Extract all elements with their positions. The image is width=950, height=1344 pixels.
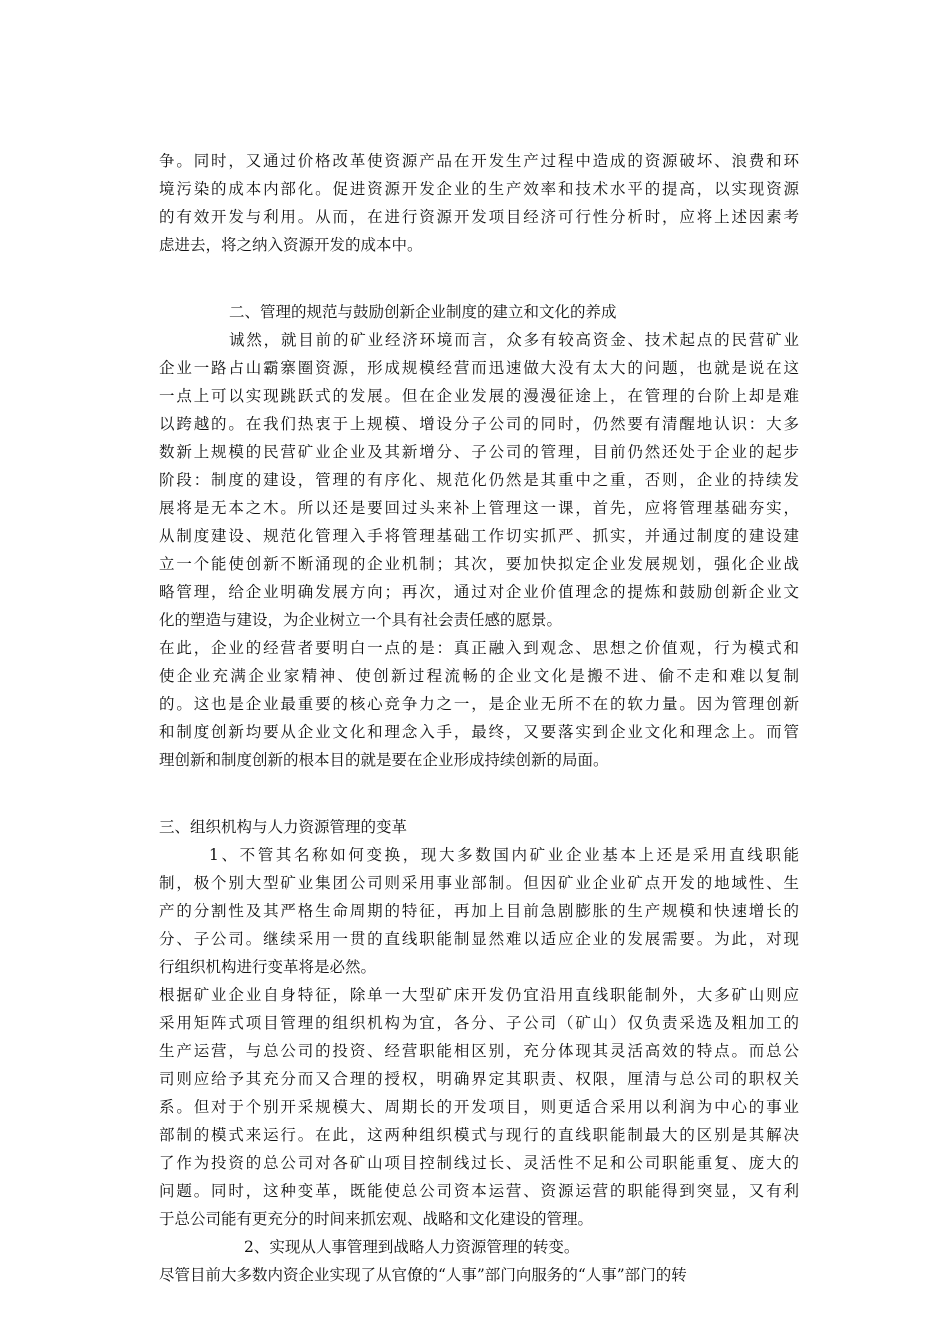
paragraph-line: 略管理，给企业明确发展方向；再次，通过对企业价值理念的提炼和鼓励创新企业文: [159, 583, 799, 601]
paragraph-line: 以跨越的。在我们热衷于上规模、增设分子公司的同时，仍然要有清醒地认识：大多: [159, 415, 799, 433]
paragraph-line: 数新上规模的民营矿业企业及其新增分、子公司的管理，目前仍然还处于企业的起步: [159, 443, 799, 461]
paragraph-line: 诚然，就目前的矿业经济环境而言，众多有较高资金、技术起点的民营矿业: [229, 331, 799, 349]
paragraph-line: 采用矩阵式项目管理的组织机构为宜，各分、子公司（矿山）仅负责采选及粗加工的: [159, 1014, 799, 1032]
paragraph-line: 展将是无本之木。所以还是要回过头来补上管理这一课，首先，应将管理基础夯实，: [159, 499, 799, 517]
paragraph-line: 的。这也是企业最重要的核心竞争力之一，是企业无所不在的软力量。因为管理创新: [159, 695, 799, 713]
paragraph-line: 司则应给予其充分而又合理的授权，明确界定其职责、权限，厘清与总公司的职权关: [159, 1070, 799, 1088]
paragraph-line: 化的塑造与建设，为企业树立一个具有社会责任感的愿景。: [159, 611, 563, 629]
paragraph-line: 一点上可以实现跳跃式的发展。但在企业发展的漫漫征途上，在管理的台阶上却是难: [159, 387, 799, 405]
paragraph-line: 争。同时，又通过价格改革使资源产品在开发生产过程中造成的资源破坏、浪费和环: [159, 152, 799, 170]
paragraph-line: 产的分割性及其严格生命周期的特征，再加上目前急剧膨胀的生产规模和快速增长的: [159, 902, 799, 920]
paragraph-line: 部制的模式来运行。在此，这两种组织模式与现行的直线职能制最大的区别是其解决: [159, 1126, 799, 1144]
paragraph-line: 立一个能使创新不断涌现的企业机制；其次，要加快拟定企业发展规划，强化企业战: [159, 555, 799, 573]
paragraph-line: 系。但对于个别开采规模大、周期长的开发项目，则更适合采用以利润为中心的事业: [159, 1098, 799, 1116]
paragraph-line: 问题。同时，这种变革，既能使总公司资本运营、资源运营的职能得到突显，又有利: [159, 1182, 799, 1200]
paragraph-line: 和制度创新均要从企业文化和理念入手，最终，又要落实到企业文化和理念上。而管: [159, 723, 799, 741]
paragraph-line: 理创新和制度创新的根本目的就是要在企业形成持续创新的局面。: [159, 751, 609, 769]
paragraph-line: 在此，企业的经营者要明白一点的是：真正融入到观念、思想之价值观，行为模式和: [159, 639, 799, 657]
paragraph-line: 于总公司能有更充分的时间来抓宏观、战略和文化建设的管理。: [159, 1210, 594, 1228]
paragraph-line: 根据矿业企业自身特征，除单一大型矿床开发仍宜沿用直线职能制外，大多矿山则应: [159, 986, 799, 1004]
paragraph-line: 虑进去，将之纳入资源开发的成本中。: [159, 236, 423, 254]
paragraph-line: 制，极个别大型矿业集团公司则采用事业部制。但因矿业企业矿点开发的地域性、生: [159, 874, 799, 892]
paragraph-line: 的有效开发与利用。从而，在进行资源开发项目经济可行性分析时，应将上述因素考: [159, 208, 799, 226]
paragraph-line: 尽管目前大多数内资企业实现了从官僚的“人事”部门向服务的“人事”部门的转: [159, 1266, 687, 1284]
paragraph-line: 境污染的成本内部化。促进资源开发企业的生产效率和技术水平的提高，以实现资源: [159, 180, 799, 198]
paragraph-line: 阶段：制度的建设，管理的有序化、规范化仍然是其重中之重，否则，企业的持续发: [159, 471, 799, 489]
paragraph-line: 使企业充满企业家精神、使创新过程流畅的企业文化是搬不进、偷不走和难以复制: [159, 667, 799, 685]
paragraph-line: 了作为投资的总公司对各矿山项目控制线过长、灵活性不足和公司职能重复、庞大的: [159, 1154, 799, 1172]
paragraph-line: 从制度建设、规范化管理入手将管理基础工作切实抓严、抓实，并通过制度的建设建: [159, 527, 799, 545]
section-heading: 二、管理的规范与鼓励创新企业制度的建立和文化的养成: [229, 303, 617, 321]
paragraph-line: 分、子公司。继续采用一贯的直线职能制显然难以适应企业的发展需要。为此，对现: [159, 930, 799, 948]
paragraph-line: 生产运营，与总公司的投资、经营职能相区别，充分体现其灵活高效的特点。而总公: [159, 1042, 799, 1060]
paragraph-line: 行组织机构进行变革将是必然。: [159, 958, 377, 976]
section-heading: 2、实现从人事管理到战略人力资源管理的转变。: [244, 1238, 580, 1256]
paragraph-line: 1、不管其名称如何变换，现大多数国内矿业企业基本上还是采用直线职能: [209, 846, 799, 864]
section-heading: 三、组织机构与人力资源管理的变革: [159, 818, 408, 836]
paragraph-line: 企业一路占山霸寨圈资源，形成规模经营而迅速做大没有太大的问题，也就是说在这: [159, 359, 799, 377]
